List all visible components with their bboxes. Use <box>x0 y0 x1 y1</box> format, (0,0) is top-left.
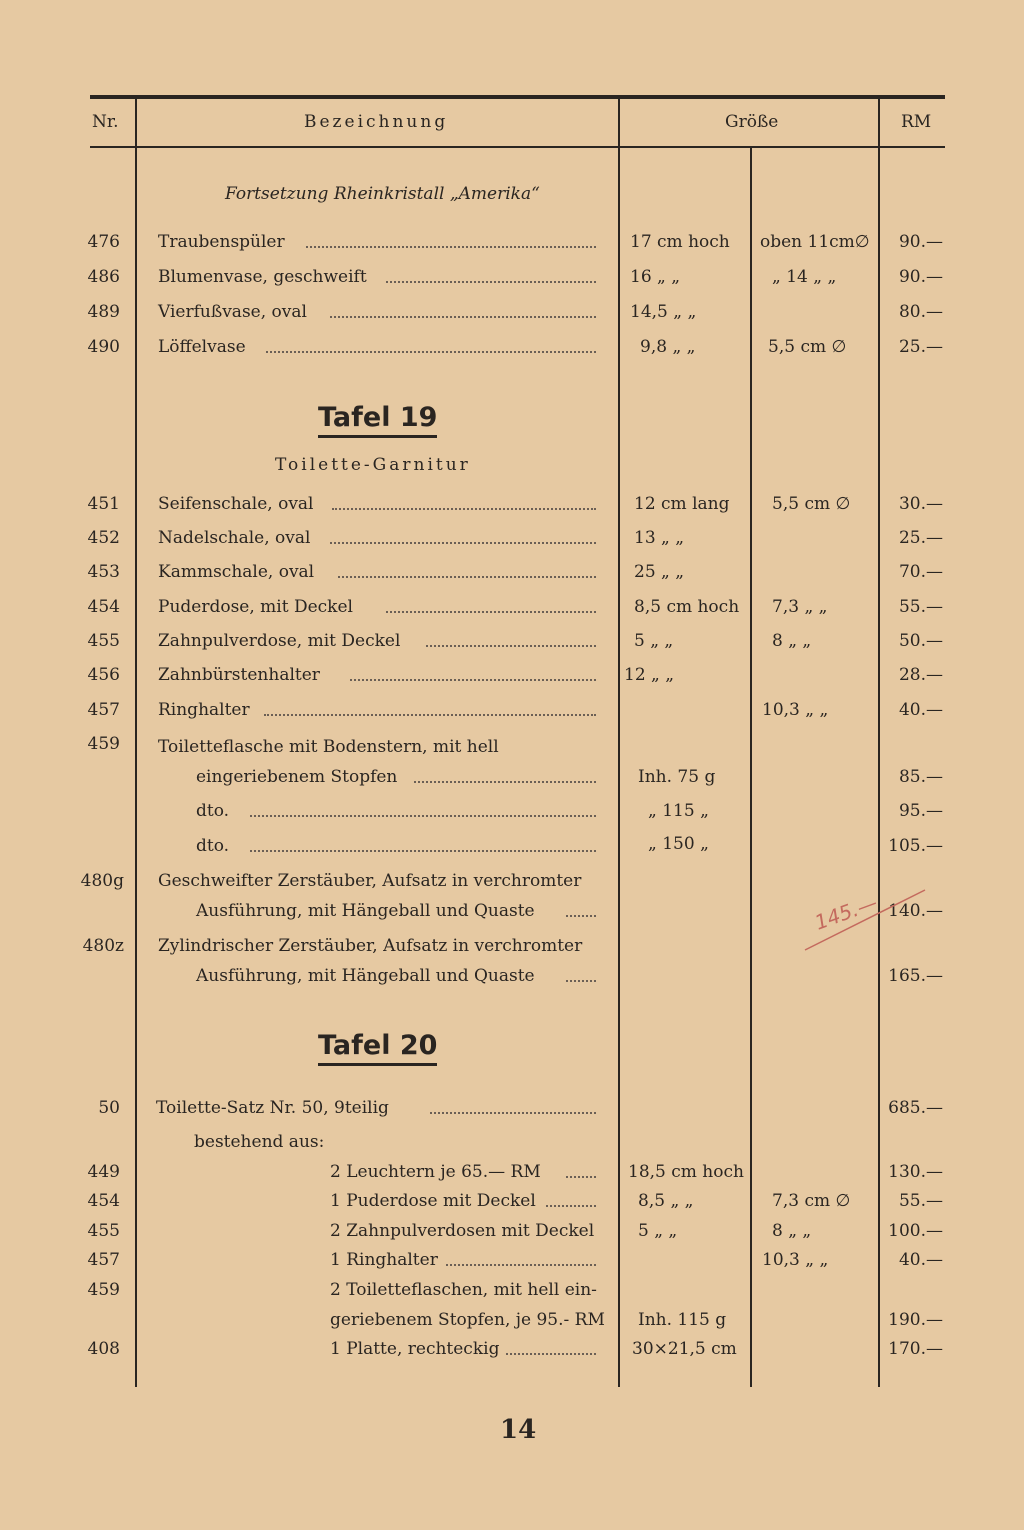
item-nr: 408 <box>87 1339 120 1359</box>
leader-dots <box>430 1110 596 1114</box>
section-heading-tafel-20: Tafel 20 <box>318 1030 437 1066</box>
item-nr: 456 <box>87 665 120 685</box>
item-price: 170.— <box>888 1339 943 1359</box>
item-price: 25.— <box>898 528 943 548</box>
column-divider-rm <box>878 99 880 1387</box>
item-nr: 457 <box>87 700 120 720</box>
item-size: 17 cm hoch <box>630 232 730 252</box>
handwritten-price: 145.— <box>811 890 881 935</box>
item-desc: Zylindrischer Zerstäuber, Aufsatz in verchromter <box>158 936 583 956</box>
item-price: 40.— <box>898 1250 943 1270</box>
item-nr: 454 <box>87 597 120 617</box>
item-desc: 1 Puderdose mit Deckel <box>330 1191 536 1211</box>
section-subtitle: Toilette-Garnitur <box>275 455 471 475</box>
item-nr: 454 <box>87 1191 120 1211</box>
section-intro: Fortsetzung Rheinkristall „Amerika“ <box>225 184 540 204</box>
item-price: 105.— <box>888 836 943 856</box>
item-size: 8,5 cm hoch <box>634 597 740 617</box>
item-size: 18,5 cm hoch <box>628 1162 744 1182</box>
item-desc-continued: geriebenem Stopfen, je 95.- RM <box>330 1310 605 1330</box>
item-size: 30×21,5 cm <box>632 1339 737 1359</box>
leader-dots <box>250 813 596 817</box>
item-nr: 480g <box>80 871 124 891</box>
item-size-2: 5,5 cm ∅ <box>768 337 847 357</box>
item-nr: 453 <box>87 562 120 582</box>
item-desc: Zahnpulverdose, mit Deckel <box>158 631 401 651</box>
page-number: 14 <box>500 1415 537 1445</box>
item-size: Inh. 75 g <box>638 767 716 787</box>
header-rm: RM <box>901 112 932 132</box>
item-nr: 455 <box>87 1221 120 1241</box>
leader-dots <box>306 244 596 248</box>
item-nr: 455 <box>87 631 120 651</box>
item-price: 70.— <box>898 562 943 582</box>
item-price: 140.— <box>888 901 943 921</box>
item-size: 13 „ „ <box>634 528 685 548</box>
item-size: 25 „ „ <box>634 562 685 582</box>
item-desc: Vierfußvase, oval <box>158 302 307 322</box>
item-desc: Toilette-Satz Nr. 50, 9teilig <box>156 1098 389 1118</box>
item-desc-continued: Ausführung, mit Hängeball und Quaste <box>196 901 535 921</box>
item-nr: 449 <box>87 1162 120 1182</box>
leader-dots <box>566 913 596 917</box>
leader-dots <box>446 1262 596 1266</box>
item-size: 9,8 „ „ <box>640 337 696 357</box>
item-nr: 480z <box>82 936 124 956</box>
item-price: 55.— <box>898 1191 943 1211</box>
leader-dots <box>426 643 596 647</box>
item-desc: 2 Leuchtern je 65.— RM <box>330 1162 541 1182</box>
item-desc: Seifenschale, oval <box>158 494 314 514</box>
item-desc-dto: dto. <box>196 836 230 856</box>
item-desc: Nadelschale, oval <box>158 528 311 548</box>
item-price: 55.— <box>898 597 943 617</box>
item-price: 25.— <box>898 337 943 357</box>
leader-dots <box>330 314 596 318</box>
header-nr: Nr. <box>92 112 119 132</box>
item-size: 5 „ „ <box>634 631 674 651</box>
leader-dots <box>414 779 596 783</box>
item-nr: 457 <box>87 1250 120 1270</box>
item-price: 130.— <box>888 1162 943 1182</box>
leader-dots <box>546 1203 596 1207</box>
section-heading-tafel-19: Tafel 19 <box>318 402 437 438</box>
item-size-2: 7,3 „ „ <box>772 597 828 617</box>
item-size-2: 7,3 cm ∅ <box>772 1191 851 1211</box>
item-size-2: 5,5 cm ∅ <box>772 494 851 514</box>
item-nr: 490 <box>87 337 120 357</box>
item-desc: Toiletteflasche mit Bodenstern, mit hell <box>158 737 499 757</box>
item-price: 28.— <box>898 665 943 685</box>
item-desc: Geschweifter Zerstäuber, Aufsatz in verchromter <box>158 871 582 891</box>
leader-dots <box>566 1174 596 1178</box>
handwritten-price-correction <box>800 880 935 960</box>
item-size: Inh. 115 g <box>638 1310 727 1330</box>
item-size-2: 10,3 „ „ <box>762 1250 829 1270</box>
leader-dots <box>386 609 596 613</box>
item-desc-continued: Ausführung, mit Hängeball und Quaste <box>196 966 535 986</box>
item-nr: 459 <box>87 1280 120 1300</box>
item-desc: Traubenspüler <box>158 232 285 252</box>
table-header-rule <box>90 146 945 148</box>
item-size-2: 10,3 „ „ <box>762 700 829 720</box>
item-price: 165.— <box>888 966 943 986</box>
item-desc: Kammschale, oval <box>158 562 315 582</box>
item-size: 8,5 „ „ <box>638 1191 694 1211</box>
item-price: 100.— <box>888 1221 943 1241</box>
item-price: 90.— <box>898 267 943 287</box>
item-size: 12 „ „ <box>624 665 675 685</box>
item-size: „ 150 „ <box>648 834 709 854</box>
item-desc: Löffelvase <box>158 337 246 357</box>
item-desc: 2 Toiletteflaschen, mit hell ein- <box>330 1280 597 1300</box>
leader-dots <box>386 279 596 283</box>
column-divider-size <box>750 148 752 1387</box>
item-price: 190.— <box>888 1310 943 1330</box>
column-divider-nr <box>135 99 137 1387</box>
item-price: 685.— <box>888 1098 943 1118</box>
item-price: 30.— <box>898 494 943 514</box>
leader-dots <box>330 540 596 544</box>
item-size: 5 „ „ <box>638 1221 678 1241</box>
item-nr: 476 <box>87 232 120 252</box>
item-desc: Zahnbürstenhalter <box>158 665 320 685</box>
item-nr: 50 <box>98 1098 120 1118</box>
header-groesse: Größe <box>725 112 779 132</box>
leader-dots <box>350 677 596 681</box>
item-desc: Blumenvase, geschweift <box>158 267 367 287</box>
leader-dots <box>506 1351 596 1355</box>
leader-dots <box>264 712 596 716</box>
column-divider-desc <box>618 99 620 1387</box>
item-desc-continued: eingeriebenem Stopfen <box>196 767 398 787</box>
item-size-2: „ 14 „ „ <box>772 267 837 287</box>
item-desc: 2 Zahnpulverdosen mit Deckel <box>330 1221 595 1241</box>
item-size: 16 „ „ <box>630 267 681 287</box>
table-top-rule <box>90 95 945 99</box>
item-price: 85.— <box>898 767 943 787</box>
item-size-2: 8 „ „ <box>772 1221 812 1241</box>
item-nr: 489 <box>87 302 120 322</box>
item-price: 40.— <box>898 700 943 720</box>
item-desc: 1 Platte, rechteckig <box>330 1339 500 1359</box>
item-desc: Puderdose, mit Deckel <box>158 597 353 617</box>
item-nr: 452 <box>87 528 120 548</box>
item-size: 14,5 „ „ <box>630 302 697 322</box>
item-size: „ 115 „ <box>648 801 709 821</box>
item-nr: 486 <box>87 267 120 287</box>
item-price: 90.— <box>898 232 943 252</box>
item-price: 50.— <box>898 631 943 651</box>
item-desc: Ringhalter <box>158 700 250 720</box>
item-nr: 451 <box>87 494 120 514</box>
item-desc-dto: dto. <box>196 801 230 821</box>
item-size-2: oben 11cm∅ <box>760 232 870 252</box>
leader-dots <box>250 848 596 852</box>
set-consists-label: bestehend aus: <box>194 1132 325 1152</box>
leader-dots <box>338 574 596 578</box>
item-size-2: 8 „ „ <box>772 631 812 651</box>
header-bezeichnung: Bezeichnung <box>304 112 449 132</box>
item-price: 80.— <box>898 302 943 322</box>
item-price: 95.— <box>898 801 943 821</box>
item-size: 12 cm lang <box>634 494 730 514</box>
item-nr: 459 <box>87 734 120 754</box>
leader-dots <box>332 506 596 510</box>
leader-dots <box>566 978 596 982</box>
leader-dots <box>266 349 596 353</box>
item-desc: 1 Ringhalter <box>330 1250 438 1270</box>
